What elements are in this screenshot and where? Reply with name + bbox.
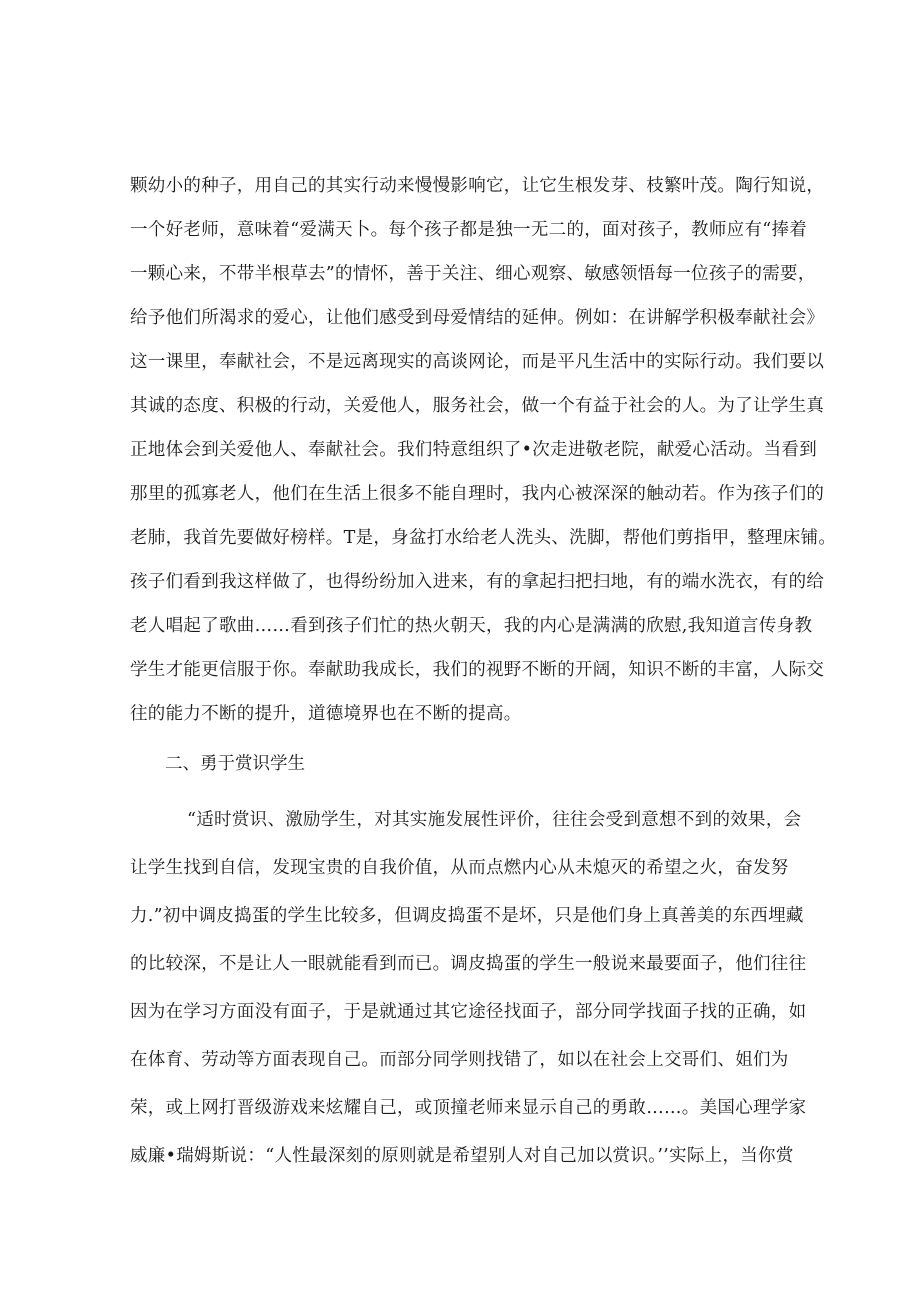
paragraph1-line: 颗幼小的种子，用自己的其实行动来慢慢影响它，让它生根发芽、枝繁叶茂。陶行知说， <box>130 176 825 196</box>
paragraph1-line: 一颗心来，不带半根草去”的情怀，善于关注、细心观察、敏感领悟每一位孩子的需要， <box>130 264 816 284</box>
paragraph2-line: 因为在学习方面没有面子，于是就通过其它途径找面子，部分同学找面子找的正确，如 <box>130 1002 807 1022</box>
paragraph1-line: 其诚的态度、积极的行动，关爱他人，服务社会，做一个有益于社会的人。为了让学生真 <box>130 396 825 416</box>
paragraph2-line: 在体育、劳动等方面表现自己。而部分同学则找错了，如以在社会上交哥们、姐们为 <box>130 1050 789 1070</box>
paragraph1-line: 学生才能更信服于你。奉献助我成长，我们的视野不断的开阔，知识不断的丰富，人际交 <box>130 660 825 680</box>
paragraph1-line: 正地体会到关爱他人、奉献社会。我们特意组织了•次走进敬老院，献爱心活动。当看到 <box>130 440 818 460</box>
paragraph2-line: 荣，或上网打晋级游戏来炫耀自己，或顶撞老师来显示自己的勇敢……。美国心理学家 <box>130 1098 807 1118</box>
paragraph1-line: 孩子们看到我这样做了，也得纷纷加入进来，有的拿起扫把扫地，有的端水洗衣，有的给 <box>130 572 825 592</box>
paragraph2-line: 力.”初中调皮捣蛋的学生比较多，但调皮捣蛋不是坏，只是他们身上真善美的东西埋藏 <box>130 906 804 926</box>
paragraph1-line: 老人唱起了歌曲……看到孩子们忙的热火朝天，我的内心是满满的欣慰,我知道言传身教 <box>130 616 813 636</box>
paragraph1-line: 一个好老师，意味着“爱满天卜。每个孩子都是独一无二的，面对孩子，教师应有“捧着 <box>130 220 808 240</box>
paragraph1-line: 往的能力不断的提升，道德境界也在不断的提高。 <box>130 704 522 724</box>
paragraph1-line: 这一课里，奉献社会，不是远离现实的高谈网论，而是平凡生活中的实际行动。我们要以 <box>130 352 825 372</box>
paragraph2-line: 威廉•瑞姆斯说：“人性最深刻的原则就是希望别人对自己加以赏识。’’实际上，当你赏 <box>130 1146 794 1166</box>
paragraph2-line: 让学生找到自信，发现宝贵的自我价值，从而点燃内心从未熄灭的希望之火，奋发努 <box>130 858 789 878</box>
section-heading: 二、勇于赏识学生 <box>165 754 305 774</box>
paragraph2-line: 的比较深，不是让人一眼就能看到而已。调皮捣蛋的学生一般说来最要面子，他们往往 <box>130 954 807 974</box>
paragraph2-line: “适时赏识、激励学生，对其实施发展性评价，往往会受到意想不到的效果，会 <box>187 810 802 830</box>
paragraph1-line: 老肺，我首先要做好榜样。T是，身盆打水给老人洗头、洗脚，帮他们剪指甲，整理床铺。 <box>130 528 837 548</box>
paragraph1-line: 那里的孤寡老人，他们在生活上很多不能自理时，我内心被深深的触动若。作为孩子们的 <box>130 484 825 504</box>
paragraph1-line: 给予他们所渴求的爱心，让他们感受到母爱情结的延伸。例如：在讲解学积极奉献社会》 <box>130 308 825 328</box>
